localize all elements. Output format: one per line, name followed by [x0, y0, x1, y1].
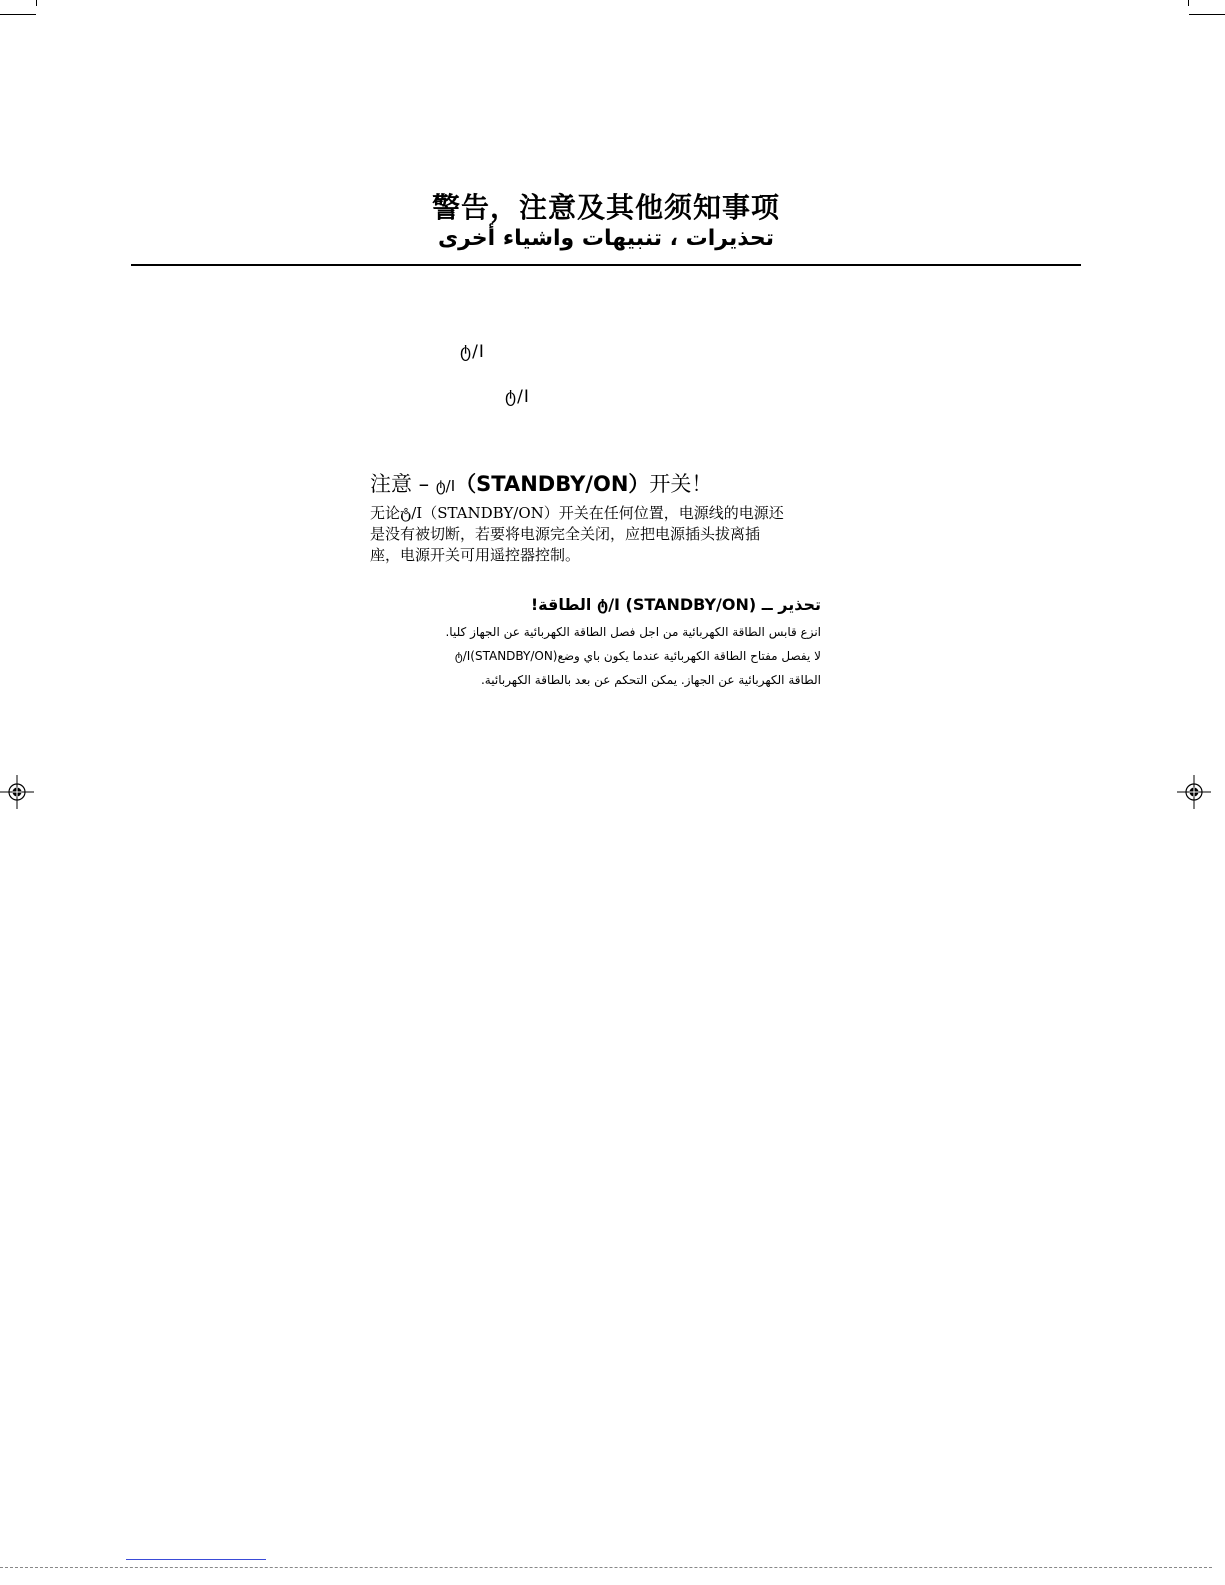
- footer-underline: [126, 1559, 266, 1560]
- crop-mark-top-right-horizontal: [1189, 14, 1225, 15]
- caution-heading-arabic: تحذير ــ ტ/I (STANDBY/ON) الطاقة!: [530, 595, 821, 614]
- caution-body-arabic: [380, 620, 821, 692]
- footer-dotted-rule: [0, 1567, 1212, 1568]
- standby-on-symbol-2: ტ/I: [505, 387, 530, 407]
- caution-line-1: 无论ტ/I（STANDBY/ON）开关在任何位置，电源线的电源还: [370, 504, 784, 522]
- caution-heading-chinese: [370, 470, 820, 500]
- caution-line-3: 座，电源开关可用遥控器控制。: [370, 546, 581, 564]
- registration-mark-right-icon: [1177, 775, 1211, 809]
- caution-heading-label: （STANDBY/ON）: [455, 472, 650, 496]
- caution-line-ar-3: الطاقة الكهربائية عن الجهاز. يمكن التحكم عن بعد بالطاقة الكهربائية.: [480, 673, 821, 687]
- caution-section-chinese: [370, 470, 820, 566]
- caution-section-arabic: [380, 592, 821, 692]
- crop-mark-top-left-horizontal: [0, 14, 36, 15]
- title-divider: [131, 264, 1081, 266]
- caution-line-ar-1: انزع قابس الطاقة الكهربائية من اجل فصل الطاقة الكهربائية عن الجهاز كليا.: [445, 625, 821, 639]
- page-title-chinese: 警告，注意及其他须知事项: [431, 191, 780, 224]
- page-title-arabic: تحذيرات ، تنبيهات واشياء أخرى: [437, 226, 775, 251]
- registration-mark-left-icon: [0, 775, 34, 809]
- caution-heading-prefix: 注意 –: [370, 472, 436, 496]
- power-symbol-icon: ტ/I: [435, 477, 456, 495]
- crop-mark-top-left-vertical: [36, 0, 37, 6]
- caution-body-chinese: [370, 503, 820, 566]
- standby-on-symbol-1: ტ/I: [460, 342, 485, 362]
- caution-line-ar-2: لا يفصل مفتاح الطاقة الكهربائية عندما يكون باي وضع(STANDBY/ON)ტ/I: [454, 649, 821, 663]
- caution-line-2: 是没有被切断，若要将电源完全关闭，应把电源插头拔离插: [370, 525, 761, 543]
- caution-heading-suffix: 开关！: [649, 472, 713, 496]
- crop-mark-top-right-vertical: [1188, 0, 1189, 6]
